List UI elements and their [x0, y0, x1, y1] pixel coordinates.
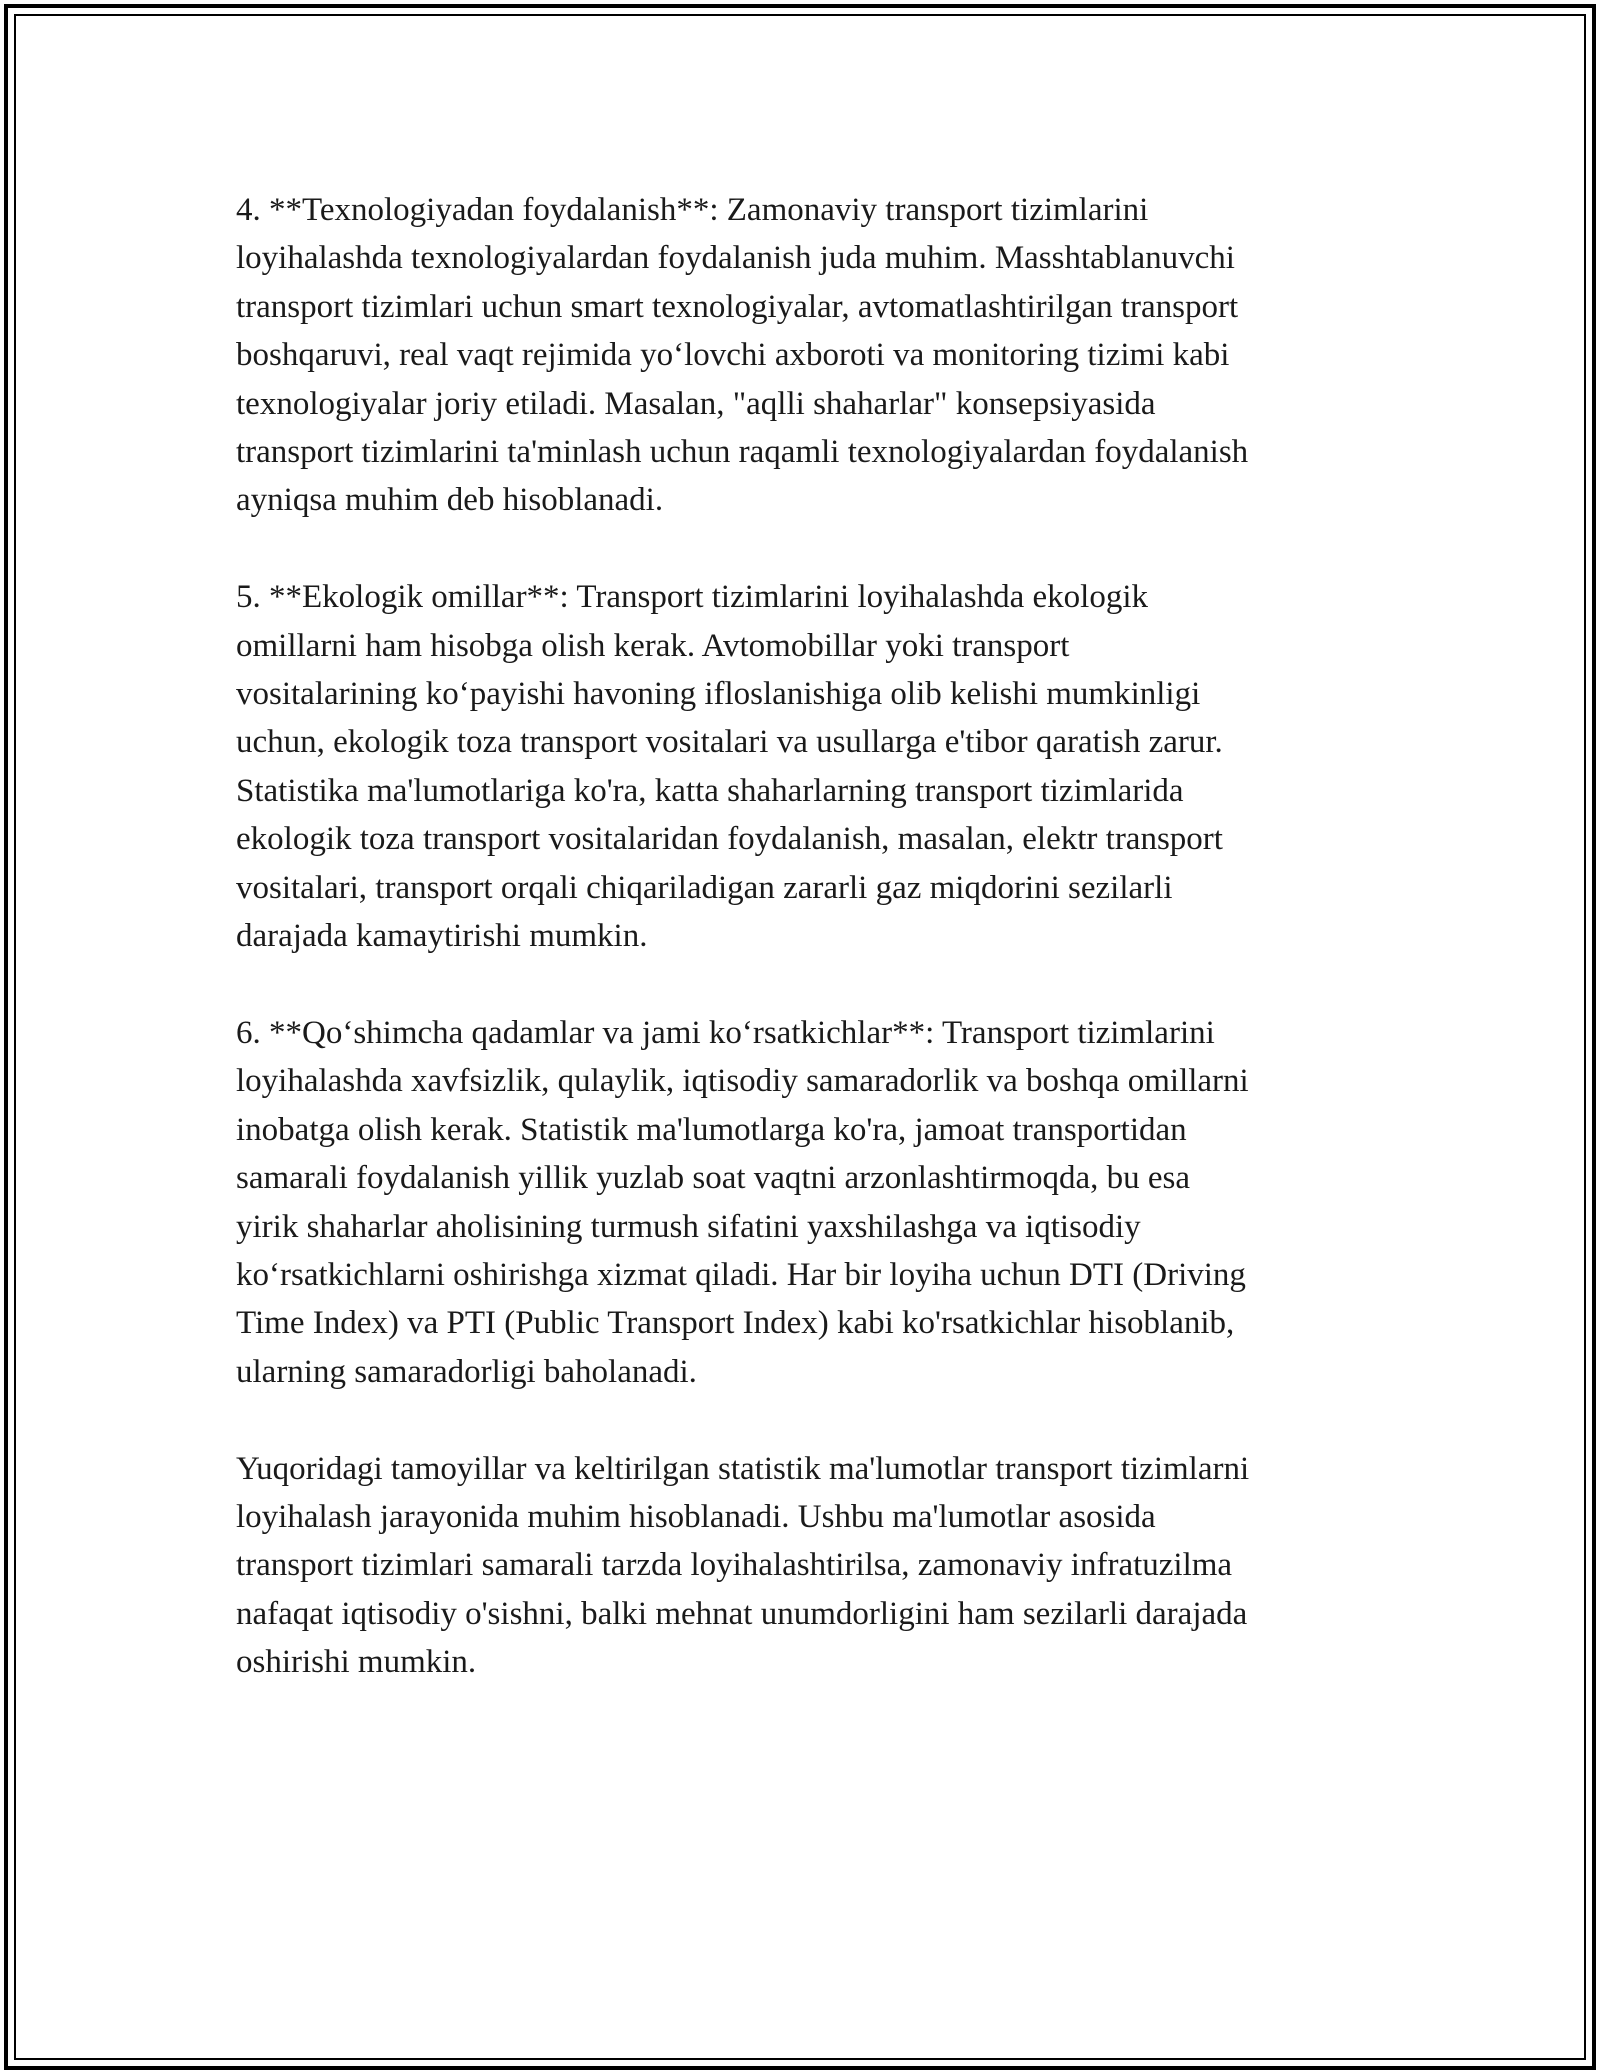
text-line: oshirishi mumkin. [236, 1644, 477, 1681]
paragraph-additional-steps [236, 1009, 1386, 1396]
text-line: loyihalash jarayonida muhim hisoblanadi. Ushbu ma'lumotlar asosida [236, 1498, 1156, 1535]
text-line: vositalarining ko‘payishi havoning ifloslanishiga olib kelishi mumkinligi [236, 676, 1201, 713]
text-line: ularning samaradorligi baholanadi. [236, 1353, 697, 1390]
text-line: 4. **Texnologiyadan foydalanish**: Zamonaviy transport tizimlarini [236, 192, 1149, 228]
text-line: Time Index) va PTI (Public Transport Index) kabi ko'rsatkichlar hisoblanib, [236, 1305, 1235, 1342]
paragraph-technology [236, 186, 1386, 525]
paragraph-conclusion [236, 1445, 1386, 1687]
text-line: 6. **Qo‘shimcha qadamlar va jami ko‘rsatkichlar**: Transport tizimlarini [236, 1014, 1215, 1051]
text-line: inobatga olish kerak. Statistik ma'lumotlarga ko'ra, jamoat transportidan [236, 1111, 1187, 1148]
text-line: Yuqoridagi tamoyillar va keltirilgan statistik ma'lumotlar transport tizimlarni [236, 1450, 1250, 1487]
text-line: 5. **Ekologik omillar**: Transport tizimlarini loyihalashda ekologik [236, 579, 1148, 616]
text-line: ekologik toza transport vositalaridan foydalanish, masalan, elektr transport [236, 821, 1223, 858]
text-line: Statistika ma'lumotlariga ko'ra, katta shaharlarning transport tizimlarida [236, 772, 1184, 809]
text-line: yirik shaharlar aholisining turmush sifatini yaxshilashga va iqtisodiy [236, 1208, 1141, 1245]
text-line: darajada kamaytirishi mumkin. [236, 918, 648, 955]
text-line: texnologiyalar joriy etiladi. Masalan, "aqlli shaharlar" konsepsiyasida [236, 385, 1156, 422]
text-line: vositalari, transport orqali chiqariladigan zararli gaz miqdorini sezilarli [236, 869, 1173, 906]
text-line: omillarni ham hisobga olish kerak. Avtomobillar yoki transport [236, 627, 1070, 664]
paragraph-ecology [236, 573, 1386, 960]
text-line: transport tizimlari samarali tarzda loyihalashtirilsa, zamonaviy infratuzilma [236, 1547, 1233, 1584]
text-line: transport tizimlari uchun smart texnologiyalar, avtomatlashtirilgan transport [236, 288, 1239, 325]
text-line: boshqaruvi, real vaqt rejimida yo‘lovchi axboroti va monitoring tizimi kabi [236, 337, 1230, 374]
text-line: loyihalashda xavfsizlik, qulaylik, iqtisodiy samaradorlik va boshqa omillarni [236, 1063, 1249, 1100]
text-line: ko‘rsatkichlarni oshirishga xizmat qiladi. Har bir loyiha uchun DTI (Driving [236, 1256, 1246, 1293]
text-line: samarali foydalanish yillik yuzlab soat vaqtni arzonlashtirmoqda, bu esa [236, 1160, 1190, 1197]
text-line: transport tizimlarini ta'minlash uchun raqamli texnologiyalardan foydalanish [236, 434, 1249, 471]
text-line: loyihalashda texnologiyalardan foydalanish juda muhim. Masshtablanuvchi [236, 240, 1235, 277]
text-line: uchun, ekologik toza transport vositalari va usullarga e'tibor qaratish zarur. [236, 724, 1223, 761]
text-line: nafaqat iqtisodiy o'sishni, balki mehnat unumdorligini ham sezilarli darajada [236, 1595, 1248, 1632]
document-body [236, 186, 1386, 1687]
text-line: ayniqsa muhim deb hisoblanadi. [236, 482, 664, 519]
